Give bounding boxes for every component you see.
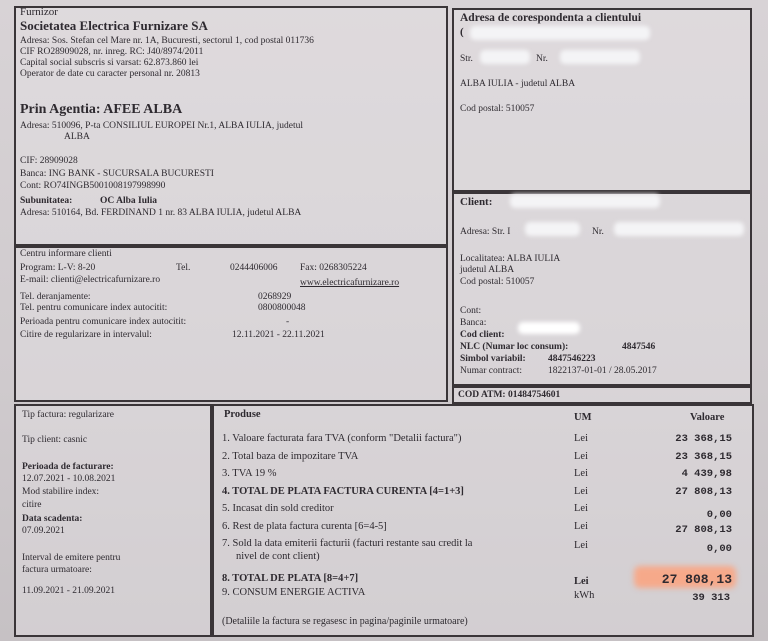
perioada-label: Perioada de facturare: xyxy=(22,462,114,472)
product-row-um: kWh xyxy=(574,590,595,601)
valoare-header: Valoare xyxy=(690,412,725,423)
furnizor-label: Furnizor xyxy=(20,6,58,18)
redacted-street xyxy=(480,50,530,64)
product-row-label: 4. TOTAL DE PLATA FACTURA CURENTA [4=1+3] xyxy=(222,486,464,497)
interval-label: Interval de emitere pentru xyxy=(22,553,121,563)
centru-email[interactable]: E-mail: clienti@electricafurnizare.ro xyxy=(20,275,161,285)
product-row-value: 23 368,15 xyxy=(675,451,732,463)
centru-deranj-label: Tel. deranjamente: xyxy=(20,292,91,302)
client-localitatea: Localitatea: ALBA IULIA xyxy=(460,254,561,264)
interval-value: 11.09.2021 - 21.09.2021 xyxy=(22,586,116,596)
corespondenta-title: Adresa de corespondenta a clientului xyxy=(460,12,642,24)
product-row-label: 7. Sold la data emiterii facturii (facturi restante sau credit la xyxy=(222,538,473,549)
redacted-client-code xyxy=(518,322,580,334)
product-row-um: Lei xyxy=(574,451,588,462)
centru-citire-label: Citire de regularizare in intervalul: xyxy=(20,330,152,340)
total-de-plata-value: 27 808,13 xyxy=(661,572,732,587)
client-simbol-value: 4847546223 xyxy=(548,354,596,364)
subunitatea-address: Adresa: 510164, Bd. FERDINAND 1 nr. 83 ALBA IULIA, judetul ALBA xyxy=(20,208,302,218)
product-row-um: Lei xyxy=(574,576,589,587)
furnizor-cont: Cont: RO74INGB5001008197998990 xyxy=(20,181,166,191)
centru-citire-value: 12.11.2021 - 22.11.2021 xyxy=(232,330,325,340)
product-row-value: 23 368,15 xyxy=(675,433,732,445)
produse-header: Produse xyxy=(224,409,261,420)
client-contract-value: 1822137-01-01 / 28.05.2017 xyxy=(548,366,657,376)
centru-perioada-value: - xyxy=(286,317,290,327)
product-row-label: 6. Rest de plata factura curenta [6=4-5] xyxy=(222,521,387,532)
product-row-value: 27 808,13 xyxy=(675,524,732,536)
furnizor-line: CIF RO28909028, nr. inreg. RC: J40/8974/2011 xyxy=(20,47,204,57)
furnizor-line: Operator de date cu caracter personal nr. 20813 xyxy=(20,69,200,79)
mod-stabilire-value: citire xyxy=(22,500,42,510)
client-adresa: Adresa: Str. I xyxy=(460,227,511,237)
centru-program: Program: L-V: 8-20 xyxy=(20,263,96,273)
redacted-name xyxy=(470,26,650,40)
centru-index-label: Tel. pentru comunicare index autocitit: xyxy=(20,303,168,313)
centru-deranj-value: 0268929 xyxy=(258,292,292,302)
redacted-client-name xyxy=(510,194,660,208)
client-title: Client: xyxy=(460,196,493,208)
tip-factura: Tip factura: regularizare xyxy=(22,410,114,420)
redacted-client-street xyxy=(525,222,580,236)
scadenta-label: Data scadenta: xyxy=(22,514,83,524)
scadenta-value: 07.09.2021 xyxy=(22,526,65,536)
client-nlc-value: 4847546 xyxy=(622,342,656,352)
product-row-label: 2. Total baza de impozitare TVA xyxy=(222,451,359,462)
corespondenta-str: Str. xyxy=(460,54,473,64)
product-row-label: 9. CONSUM ENERGIE ACTIVA xyxy=(222,587,366,598)
product-row-value: 4 439,98 xyxy=(681,468,732,480)
client-simbol-label: Simbol variabil: xyxy=(460,354,526,364)
centru-perioada-label: Perioada pentru comunicare index autocitit: xyxy=(20,317,187,327)
um-header: UM xyxy=(574,412,592,423)
corespondenta-nr: Nr. xyxy=(536,54,548,64)
corespondenta-city: ALBA IULIA - judetul ALBA xyxy=(460,79,576,89)
product-row-label: 8. TOTAL DE PLATA [8=4+7] xyxy=(222,573,359,584)
centru-web-link[interactable]: www.electricafurnizare.ro xyxy=(300,278,400,288)
client-nlc-label: NLC (Numar loc consum): xyxy=(460,342,569,352)
produse-footer: (Detaliile la factura se regasesc in pagina/paginile urmatoare) xyxy=(222,616,468,627)
furnizor-name: Societatea Electrica Furnizare SA xyxy=(20,18,208,33)
agentie-title: Prin Agentia: AFEE ALBA xyxy=(20,102,183,117)
product-row-um: Lei xyxy=(574,521,588,532)
client-cod-postal: Cod postal: 510057 xyxy=(460,277,535,287)
corespondenta-cod: Cod postal: 510057 xyxy=(460,104,535,114)
centru-title: Centru informare clienti xyxy=(20,249,112,259)
centru-tel-label: Tel. xyxy=(176,263,191,273)
product-row-um: Lei xyxy=(574,540,588,551)
redacted-client-number xyxy=(614,222,744,236)
agentie-address: ALBA xyxy=(64,132,90,142)
product-row-um: Lei xyxy=(574,468,588,479)
product-row-value: 39 313 xyxy=(692,592,730,604)
redacted-number xyxy=(560,50,640,64)
furnizor-banca: Banca: ING BANK - SUCURSALA BUCURESTI xyxy=(20,169,214,179)
corespondenta-name-glyph: ( xyxy=(460,26,464,38)
product-row-um: Lei xyxy=(574,433,588,444)
furnizor-line: Capital social subscris si varsat: 62.873.860 lei xyxy=(20,58,199,68)
client-banca: Banca: xyxy=(460,318,487,328)
perioada-value: 12.07.2021 - 10.08.2021 xyxy=(22,474,116,484)
furnizor-line: Adresa: Sos. Stefan cel Mare nr. 1A, Bucuresti, sectorul 1, cod postal 011736 xyxy=(20,36,314,46)
subunitatea-value: OC Alba Iulia xyxy=(100,196,158,206)
product-row-value: 0,00 xyxy=(706,509,732,521)
client-judet: judetul ALBA xyxy=(460,265,515,275)
furnizor-cif: CIF: 28909028 xyxy=(20,156,78,166)
product-row-value: 0,00 xyxy=(706,543,732,555)
client-cod-client: Cod client: xyxy=(460,330,505,340)
product-row-label: 3. TVA 19 % xyxy=(222,468,277,479)
product-row-label: 1. Valoare facturata fara TVA (conform "Detalii factura") xyxy=(222,433,462,444)
client-cont: Cont: xyxy=(460,306,482,316)
product-row-um: Lei xyxy=(574,503,588,514)
centru-index-value: 0800800048 xyxy=(258,303,306,313)
agentie-address: Adresa: 510096, P-ta CONSILIUL EUROPEI Nr.1, ALBA IULIA, judetul xyxy=(20,121,304,131)
product-row-label-cont: nivel de cont client) xyxy=(236,551,320,562)
centru-tel-value: 0244406006 xyxy=(230,263,278,273)
subunitatea-label: Subunitatea: xyxy=(20,196,73,206)
product-row-label: 5. Incasat din sold creditor xyxy=(222,503,334,514)
centru-fax: Fax: 0268305224 xyxy=(300,263,367,273)
client-atm: COD ATM: 01484754601 xyxy=(458,390,561,400)
product-row-um: Lei xyxy=(574,486,588,497)
client-contract-label: Numar contract: xyxy=(460,366,522,376)
product-row-value: 27 808,13 xyxy=(675,486,732,498)
tip-client: Tip client: casnic xyxy=(22,435,88,445)
client-nr: Nr. xyxy=(592,227,604,237)
interval-label: factura urmatoare: xyxy=(22,565,92,575)
mod-stabilire-label: Mod stabilire index: xyxy=(22,487,100,497)
